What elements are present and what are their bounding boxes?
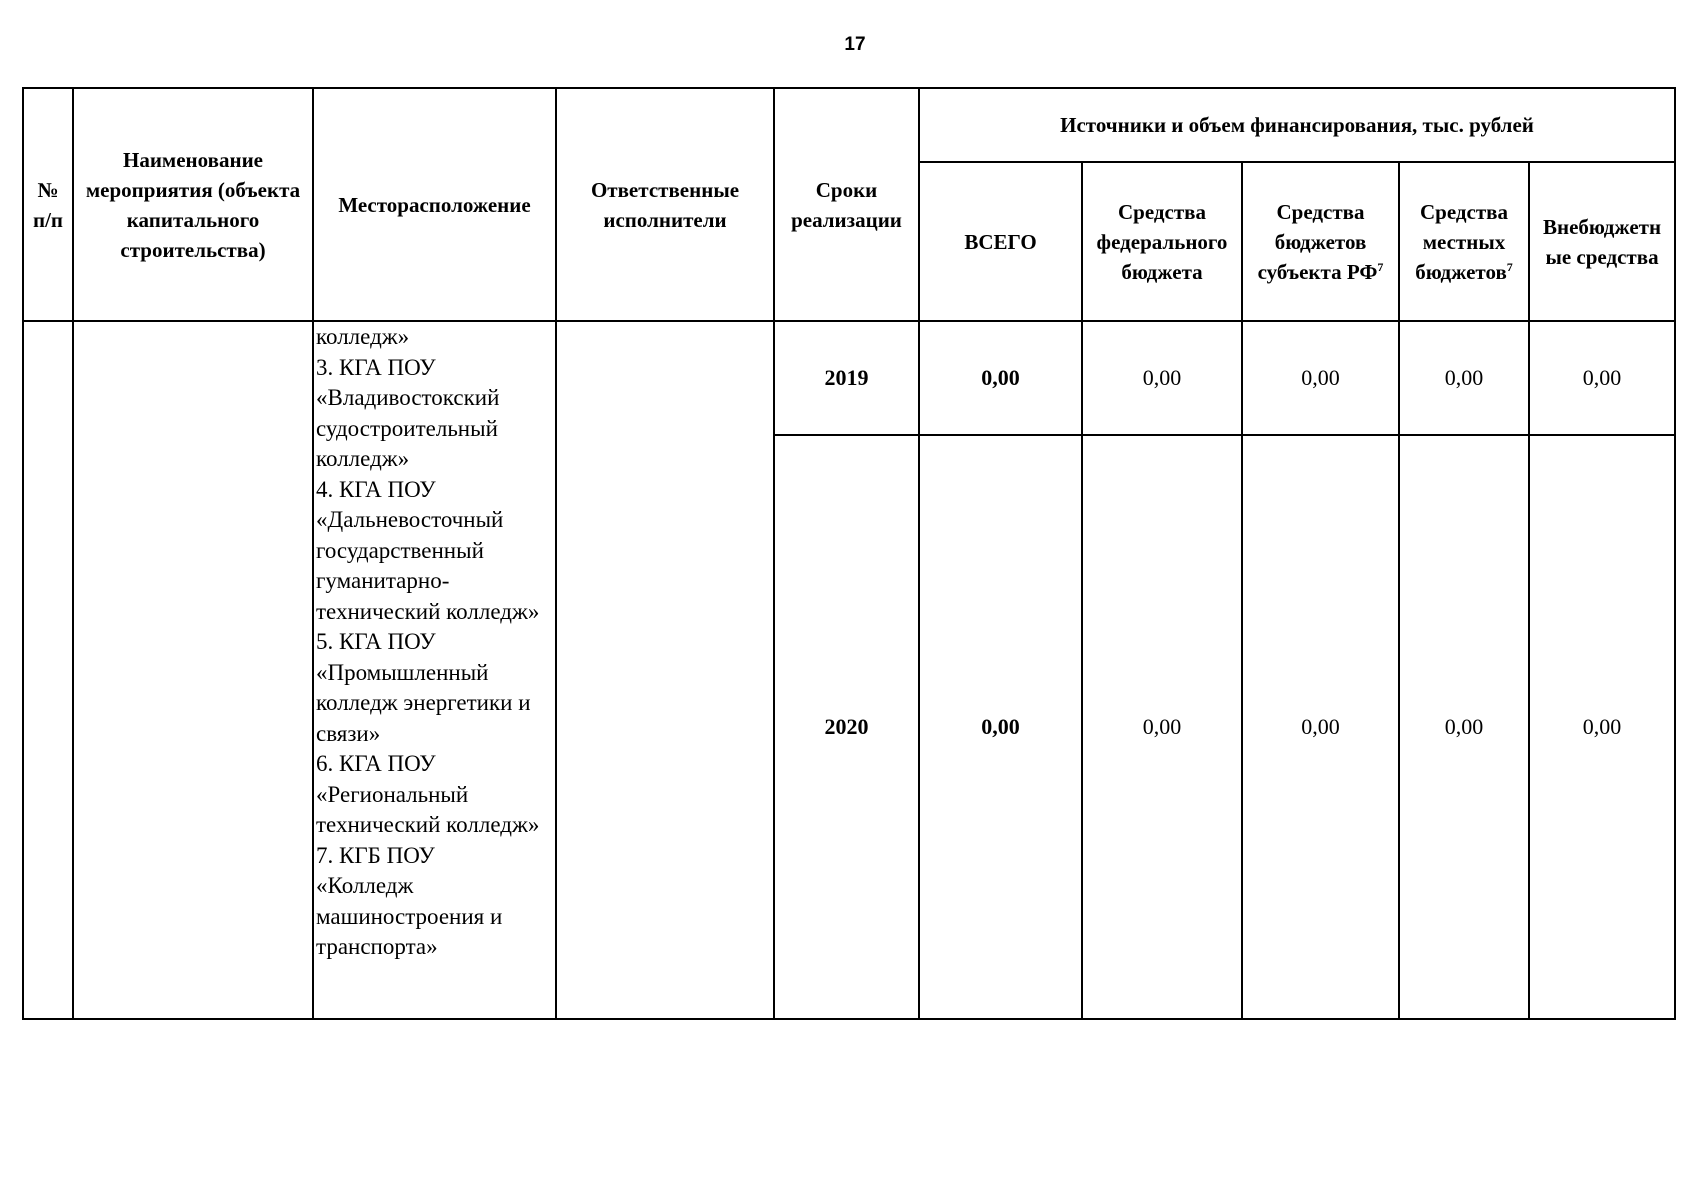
header-local-text: Средства местных бюджетов <box>1415 199 1508 284</box>
financing-table <box>22 87 1676 1020</box>
location-line: технический колледж» <box>316 812 540 837</box>
header-federal: Средства федерального бюджета <box>1082 162 1242 321</box>
header-sources: Источники и объем финансирования, тыс. рублей <box>919 88 1675 162</box>
cell-local: 0,00 <box>1399 321 1529 435</box>
cell-federal: 0,00 <box>1082 321 1242 435</box>
location-line: транспорта» <box>316 934 438 959</box>
location-line: технический колледж» <box>316 598 540 624</box>
location-line: 6. КГА ПОУ <box>316 751 436 776</box>
location-line: связи» <box>316 720 381 746</box>
header-extra: Внебюджетн ые средства <box>1529 162 1675 321</box>
cell-executors <box>556 321 774 1019</box>
header-num: № п/п <box>23 88 73 321</box>
cell-year: 2020 <box>774 435 919 1019</box>
cell-subject: 0,00 <box>1242 435 1399 1019</box>
header-local-footnote: 7 <box>1506 259 1513 274</box>
cell-extra: 0,00 <box>1529 435 1675 1019</box>
location-line: «Региональный <box>316 781 469 807</box>
cell-num <box>23 321 73 1019</box>
cell-subject: 0,00 <box>1242 321 1399 435</box>
cell-name <box>73 321 313 1019</box>
header-local <box>1399 162 1529 321</box>
location-line: колледж» <box>316 324 410 349</box>
location-line: 5. КГА ПОУ <box>316 629 436 654</box>
cell-extra: 0,00 <box>1529 321 1675 435</box>
location-line: «Владивостокский <box>316 385 500 410</box>
header-executors: Ответственные исполнители <box>556 88 774 321</box>
header-subject <box>1242 162 1399 321</box>
location-line: государственный <box>316 537 484 563</box>
cell-total: 0,00 <box>919 435 1082 1019</box>
header-row-top <box>23 88 1675 162</box>
cell-federal: 0,00 <box>1082 435 1242 1019</box>
cell-year: 2019 <box>774 321 919 435</box>
location-line: 7. КГБ ПОУ <box>316 842 435 868</box>
location-line: машиностроения и <box>316 903 503 929</box>
cell-local: 0,00 <box>1399 435 1529 1019</box>
location-line: колледж энергетики и <box>316 690 531 715</box>
location-line: «Дальневосточный <box>316 507 504 532</box>
location-line: «Колледж <box>316 873 414 898</box>
location-line: «Промышленный <box>316 659 489 685</box>
location-line: 3. КГА ПОУ <box>316 354 436 380</box>
header-subject-text: Средства бюджетов субъекта РФ <box>1257 199 1378 284</box>
location-line: колледж» <box>316 446 410 471</box>
cell-total: 0,00 <box>919 321 1082 435</box>
page-number: 17 <box>844 34 866 55</box>
table-row-2019 <box>23 321 1675 435</box>
header-total: ВСЕГО <box>919 162 1082 321</box>
location-line: 4. КГА ПОУ <box>316 476 436 502</box>
header-subject-footnote: 7 <box>1377 259 1384 274</box>
header-terms: Сроки реализации <box>774 88 919 321</box>
cell-location <box>313 321 556 1019</box>
location-line: гуманитарно- <box>316 568 450 593</box>
header-name: Наименование мероприятия (объекта капитального строительства) <box>73 88 313 321</box>
header-location: Месторасположение <box>313 88 556 321</box>
location-line: судостроительный <box>316 415 498 441</box>
